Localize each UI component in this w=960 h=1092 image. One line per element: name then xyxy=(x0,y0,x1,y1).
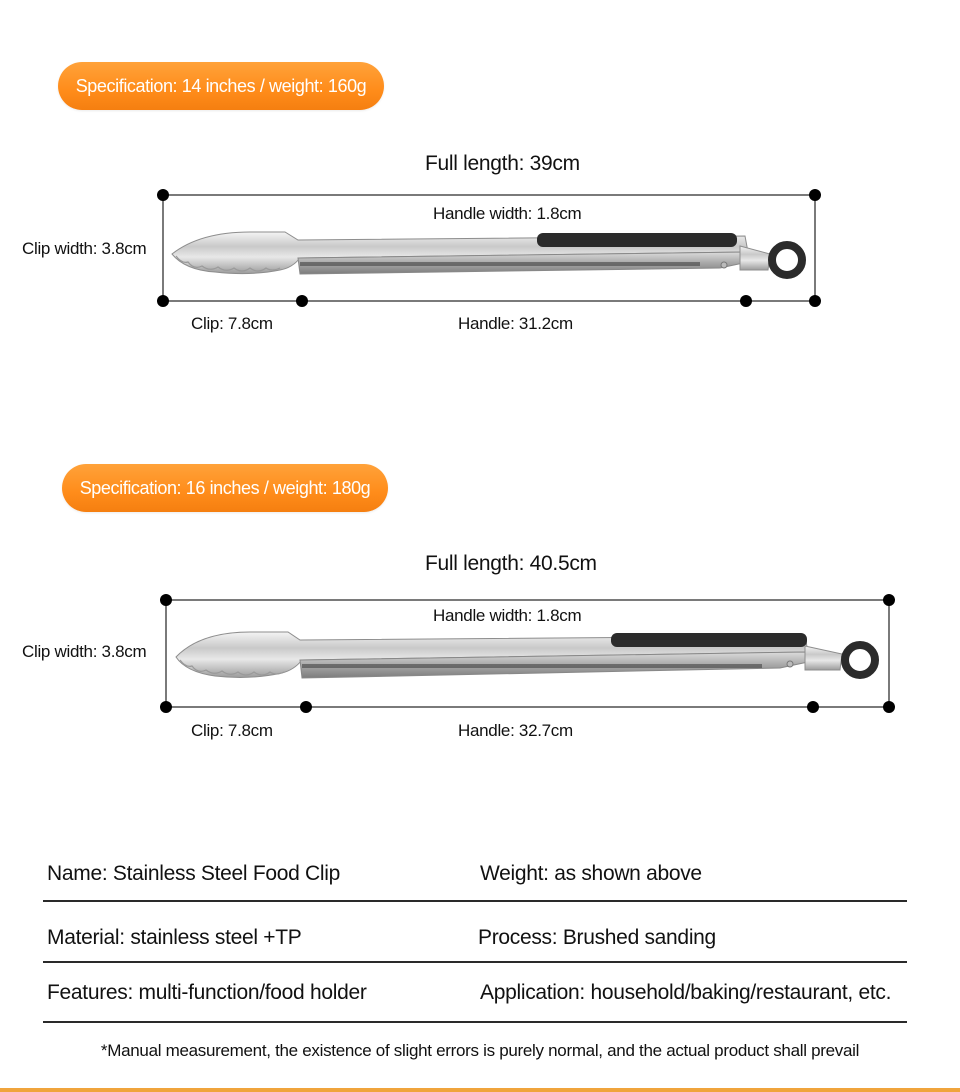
handle-length-label: Handle: 32.7cm xyxy=(458,721,573,740)
detail-application: Application: household/baking/restaurant, etc. xyxy=(480,981,892,1004)
detail-process: Process: Brushed sanding xyxy=(478,926,716,949)
clip-length-label: Clip: 7.8cm xyxy=(191,721,273,740)
measure-dot xyxy=(807,701,819,713)
spec-badge-label: Specification: 16 inches / weight: 180g xyxy=(79,477,371,498)
clip-length-label: Clip: 7.8cm xyxy=(191,314,273,333)
handle-grip xyxy=(611,633,807,647)
measure-dot xyxy=(300,701,312,713)
measurement-note: *Manual measurement, the existence of slight errors is purely normal, and the actual product shall prevail xyxy=(100,1041,860,1060)
detail-weight: Weight: as shown above xyxy=(480,862,702,885)
hanging-loop xyxy=(845,645,875,675)
spec-badge-label: Specification: 14 inches / weight: 160g xyxy=(75,75,367,96)
clip-width-label: Clip width: 3.8cm xyxy=(22,239,147,258)
divider xyxy=(43,1021,907,1023)
detail-material: Material: stainless steel +TP xyxy=(47,926,302,949)
measure-dot xyxy=(160,594,172,606)
handle-width-label: Handle width: 1.8cm xyxy=(433,606,582,625)
measure-dot xyxy=(883,701,895,713)
measure-dot xyxy=(160,701,172,713)
divider xyxy=(43,900,907,902)
detail-features: Features: multi-function/food holder xyxy=(47,981,367,1004)
tongs-image xyxy=(176,632,875,678)
measure-dot xyxy=(883,594,895,606)
handle-width-label: Handle width: 1.8cm xyxy=(433,204,582,223)
handle-length-label: Handle: 31.2cm xyxy=(458,314,573,333)
bottom-accent-bar xyxy=(0,1088,960,1092)
full-length-label: Full length: 39cm xyxy=(425,152,580,175)
clip-width-label: Clip width: 3.8cm xyxy=(22,642,147,661)
detail-name: Name: Stainless Steel Food Clip xyxy=(47,862,341,885)
divider xyxy=(43,961,907,963)
full-length-label: Full length: 40.5cm xyxy=(425,552,597,575)
